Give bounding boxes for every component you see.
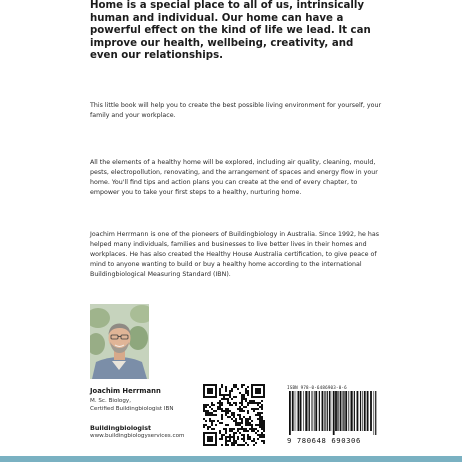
intro-paragraph: This little book will help you to create the best possible living environment for yourself, your family and your workplace.: [90, 102, 382, 119]
author-bio-paragraph: Joachim Herrmann is one of the pioneers of Buildingbiology in Australia. Since 1992, he has helped many individuals, families and businesses to live better lives in their homes and workplaces. He has also created the Healthy House Australia certification, to give peace of mind to anyone wanting to build or buy a healthy home according to the international Buildingbiological Measuring Standard (IBN).: [90, 231, 380, 278]
author-degree: M. Sc. Biology,: [90, 398, 131, 404]
author-portrait-image: [90, 304, 149, 379]
author-photo: [90, 304, 149, 379]
qr-code: [203, 384, 265, 446]
brand-name: Buildingbiologist: [90, 424, 152, 432]
author-certification: Certified Buildingbiologist IBN: [90, 406, 174, 412]
isbn-label: ISBN 978-0-6486903-0-6: [287, 385, 347, 390]
isbn-barcode-block: [287, 385, 379, 447]
qr-code-image: [203, 384, 265, 446]
content-paragraph: All the elements of a healthy home will be explored, including air quality, cleaning, mould, pests, electropollution, renovating, and the arrangement of spaces and energy flow in your home. You'll find tips and action plans you can create at the end of every chapter, to empower you to take your first steps to a healthy, nurturing home.: [90, 159, 378, 196]
bottom-color-stripe: [0, 456, 462, 462]
website-url: www.buildingbiologyservices.com: [90, 433, 185, 439]
barcode-image: [287, 391, 379, 435]
lead-statement: Home is a special place to all of us, intrinsically human and individual. Our home can have a powerful effect on the kind of life we lead. It can improve our health, wellbeing, creativity, and even our relationships.: [90, 0, 371, 62]
author-name: Joachim Herrmann: [90, 387, 161, 395]
isbn-number: 9 780648 690306: [287, 436, 361, 445]
